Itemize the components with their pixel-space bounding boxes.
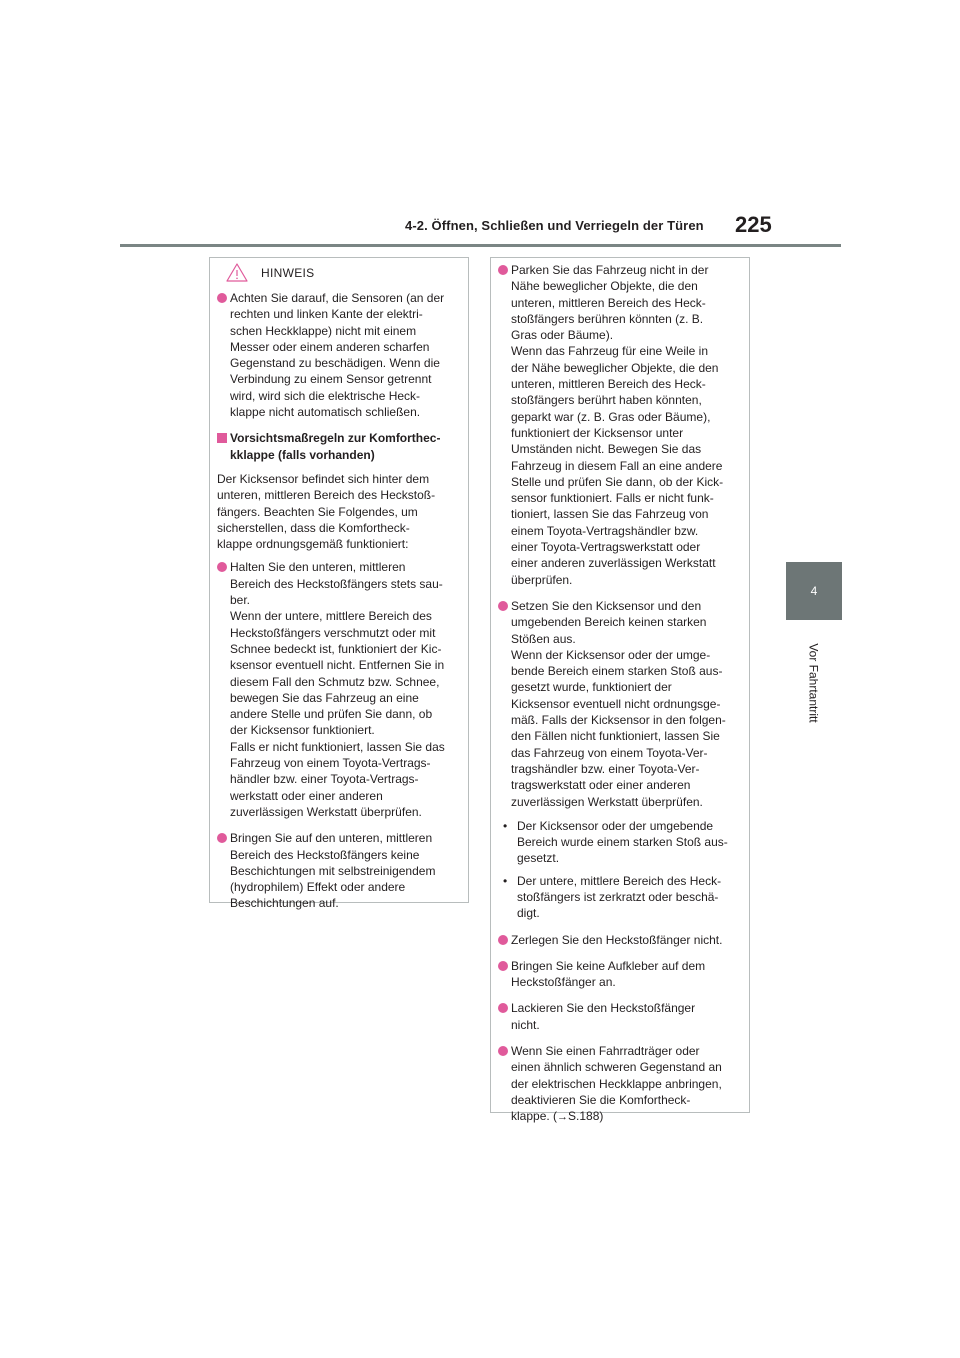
chapter-number: 4 [810,584,818,598]
list-item-text: Lackieren Sie den Heckstoßfänger nicht. [511,1001,696,1032]
list-item [498,1000,741,1033]
list-item-text: Achten Sie darauf, die Sensoren (an der rechten und linken Kante der elektri- schen Heckklappe) nicht mit einem Messer oder einem anderen scharfen Gegenstand zu beschädigen. Wenn die Verbindung zu einem Sensor getrennt wird, wird sich die elektrische Heck- klappe nicht automatisch schließen. [230,291,445,420]
section-heading-text: Vorsichtsmaßregeln zur Komforthec- kklappe (falls vorhanden) [230,431,441,462]
list-item [217,290,458,420]
list-item [217,830,458,911]
list-item-text: Bringen Sie keine Aufkleber auf dem Heckstoßfänger an. [511,958,706,990]
list-item [498,1043,741,1125]
notice-box-right [490,257,750,1124]
list-item-text: Parken Sie das Fahrzeug nicht in der Nähe beweglicher Objekte, die den unteren, mittleren Bereich des Heck- stoßfängers berühren könnten (z. B. Gras oder Bäume). Wenn das Fahrzeug für eine Weile in der Nähe beweglicher Objekte, die den unteren, mittleren Bereich des Heck- stoßfängers berührt haben könnten, geparkt war (z. B. Gras oder Bäume), funktioniert der Kicksensor unter Umständen nicht. Bewegen Sie das Fahrzeug in diesem Fall an eine andere Stelle und prüfen Sie dann, ob der Kick- sensor funktioniert. Falls er nicht funk- tioniert, lassen Sie das Fahrzeug von einem Toyota-Vertragshändler bzw. einer Toyota-Vertragswerkstatt oder einer anderen zuverlässigen Werkstatt überprüfen. [511,263,724,587]
bullet-dot-icon [217,293,227,303]
sub-list-item-text: Der Kicksensor oder der umgebende Bereich wurde einem starken Stoß aus- gesetzt. [517,818,728,866]
sub-list-item [498,818,741,867]
list-item [498,958,741,991]
chapter-label [774,628,854,738]
list-item-text-main: Wenn Sie einen Fahrradträger oder einen ähnlich schweren Gegenstand an der elektrischen Heckklappe anbringen, deaktivieren Sie die Komfortheck- klappe. ( [511,1044,722,1124]
bullet-dot-icon [498,601,508,611]
list-item [498,932,741,948]
notice-box-left [209,257,469,911]
list-item-text: Zerlegen Sie den Heckstoßfänger nicht. [511,932,723,947]
notice-header [210,258,468,286]
square-bullet-icon [217,433,227,443]
bullet-dot-icon [498,1046,508,1056]
arrow-right-icon: → [557,1111,569,1124]
list-item-text: Halten Sie den unteren, mittleren Bereich des Heckstoßfängers stets sau- ber. Wenn der untere, mittlere Bereich des Heckstoßfängers verschmutzt oder mit Schnee bedeckt ist, funktioniert der Kic- ksensor eventuell nicht. Entfernen Sie in diesem Fall den Schmutz bzw. Schnee, bewegen Sie das Fahrzeug an eine andere Stelle und prüfen Sie dann, ob der Kicksensor funktioniert. Falls er nicht funktioniert, lassen Sie das Fahrzeug von einem Toyota-Vertrags- händler bzw. einer Toyota-Vertrags- werkstatt oder einer anderen zuverlässigen Werkstatt überprüfen. [230,560,445,819]
sub-bullet-icon: • [503,873,508,888]
list-item-text: Setzen Sie den Kicksensor und den umgebenden Bereich keinen starken Stößen aus. Wenn der Kicksensor oder der umge- bende Bereich einem starken Stoß aus- gesetzt wurde, funktioniert der Kicksensor eventuell nicht ordnungsge- mäß. Falls der Kicksensor in den folgen- den Fällen nicht funktioniert, lassen Sie das Fahrzeug von einem Toyota-Ver- tragshändler bzw. einer Toyota-Ver- tragswerkstatt oder einer anderen zuverlässigen Werkstatt überprüfen. [511,598,726,809]
bullet-dot-icon [217,562,227,572]
list-item [498,598,741,810]
bullet-dot-icon [498,935,508,945]
chapter-tab[interactable] [786,562,842,620]
header-divider [120,244,841,247]
list-item-text [511,1043,741,1125]
list-item-text: Bringen Sie auf den unteren, mittleren Bereich des Heckstoßfängers keine Beschichtungen mit selbstreinigendem (hydrophilem) Effekt oder andere Beschichtungen auf. [230,831,436,911]
warning-triangle-icon [226,263,248,282]
notice-label: HINWEIS [261,266,315,280]
section-heading [217,430,458,463]
section-title: 4-2. Öffnen, Schließen und Verriegeln der Türen [405,218,704,233]
bullet-dot-icon [498,265,508,275]
bullet-dot-icon [217,833,227,843]
bullet-dot-icon [498,961,508,971]
list-item [498,262,741,588]
sub-list-item [498,873,741,922]
list-item [217,559,458,820]
sub-bullet-icon: • [503,818,508,833]
intro-paragraph: Der Kicksensor befindet sich hinter dem unteren, mittleren Bereich des Heckstoß- fängers. Beachten Sie Folgendes, um sicherstellen, dass die Komfortheck- klappe ordnungsgemäß funktioniert: [217,471,436,552]
page-number: 225 [735,212,772,237]
sub-list-item-text: Der untere, mittlere Bereich des Heck- stoßfängers ist zerkratzt oder beschä- digt. [517,873,722,921]
bullet-dot-icon [498,1003,508,1013]
chapter-label-text: Vor Fahrtantritt [807,643,821,723]
page-reference-link[interactable]: S.188) [568,1109,604,1124]
